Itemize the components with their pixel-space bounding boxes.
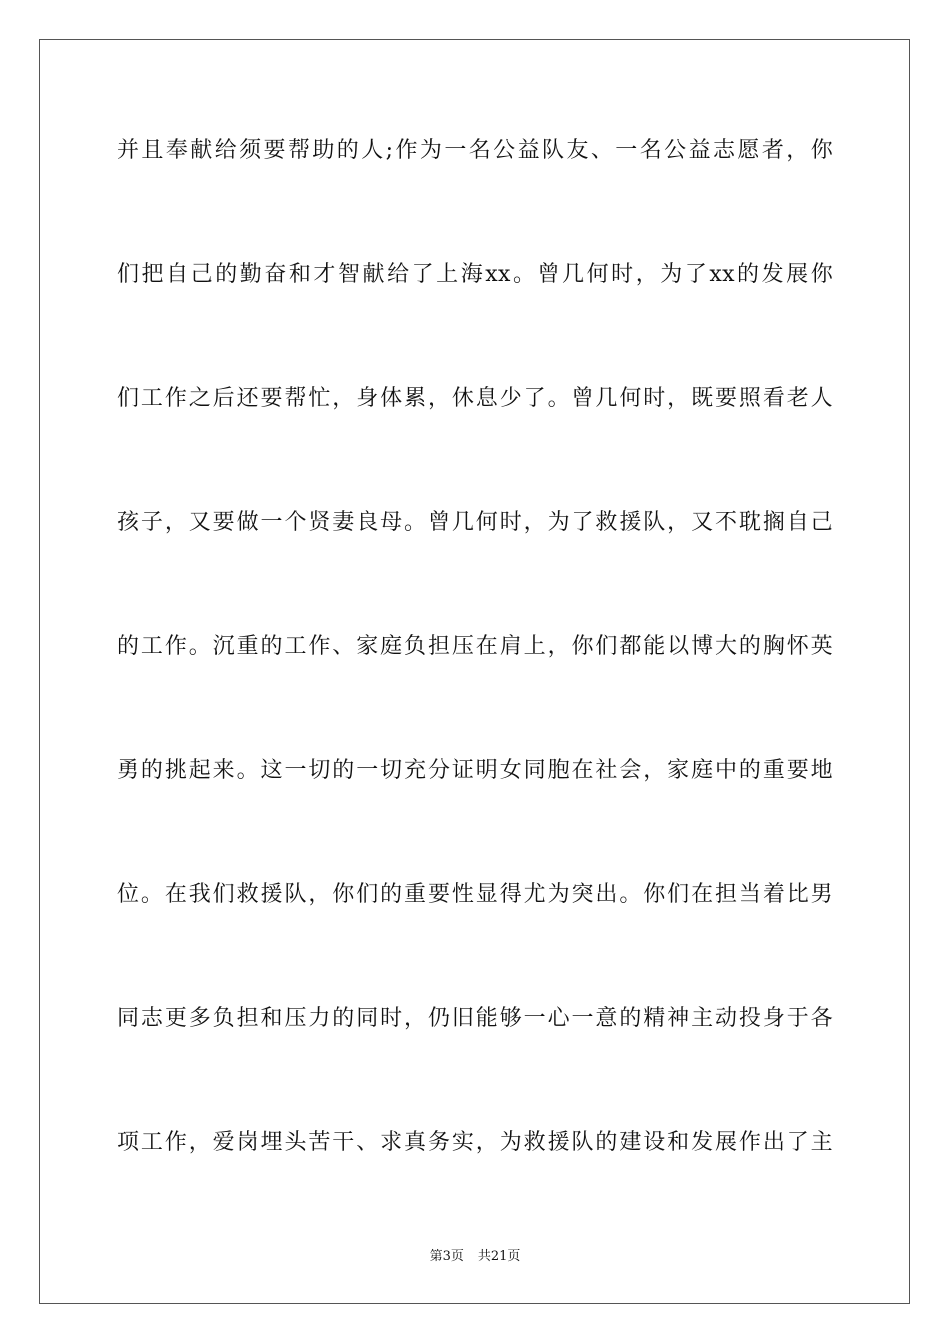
- page-total: 共21页: [477, 1249, 521, 1264]
- page-border: [39, 39, 910, 1304]
- text-line: 并且奉献给须要帮助的人;作为一名公益队友、一名公益志愿者，你: [117, 138, 833, 163]
- text-line: 孩子，又要做一个贤妻良母。曾几何时，为了救援队，又不耽搁自己: [117, 510, 833, 535]
- text-line: 同志更多负担和压力的同时，仍旧能够一心一意的精神主动投身于各: [117, 1006, 833, 1031]
- text-line: 项工作，爱岗埋头苦干、求真务实，为救援队的建设和发展作出了主: [117, 1130, 833, 1155]
- text-line: 的工作。沉重的工作、家庭负担压在肩上，你们都能以博大的胸怀英: [117, 634, 833, 659]
- text-line: 们工作之后还要帮忙，身体累，休息少了。曾几何时，既要照看老人: [117, 386, 833, 411]
- page-number: 第3页: [429, 1249, 464, 1264]
- page-footer: [0, 1248, 950, 1266]
- text-line: 勇的挑起来。这一切的一切充分证明女同胞在社会，家庭中的重要地: [117, 758, 833, 783]
- text-line: 们把自己的勤奋和才智献给了上海xx。曾几何时，为了xx的发展你: [117, 262, 833, 287]
- text-line: 位。在我们救援队，你们的重要性显得尤为突出。你们在担当着比男: [117, 882, 833, 907]
